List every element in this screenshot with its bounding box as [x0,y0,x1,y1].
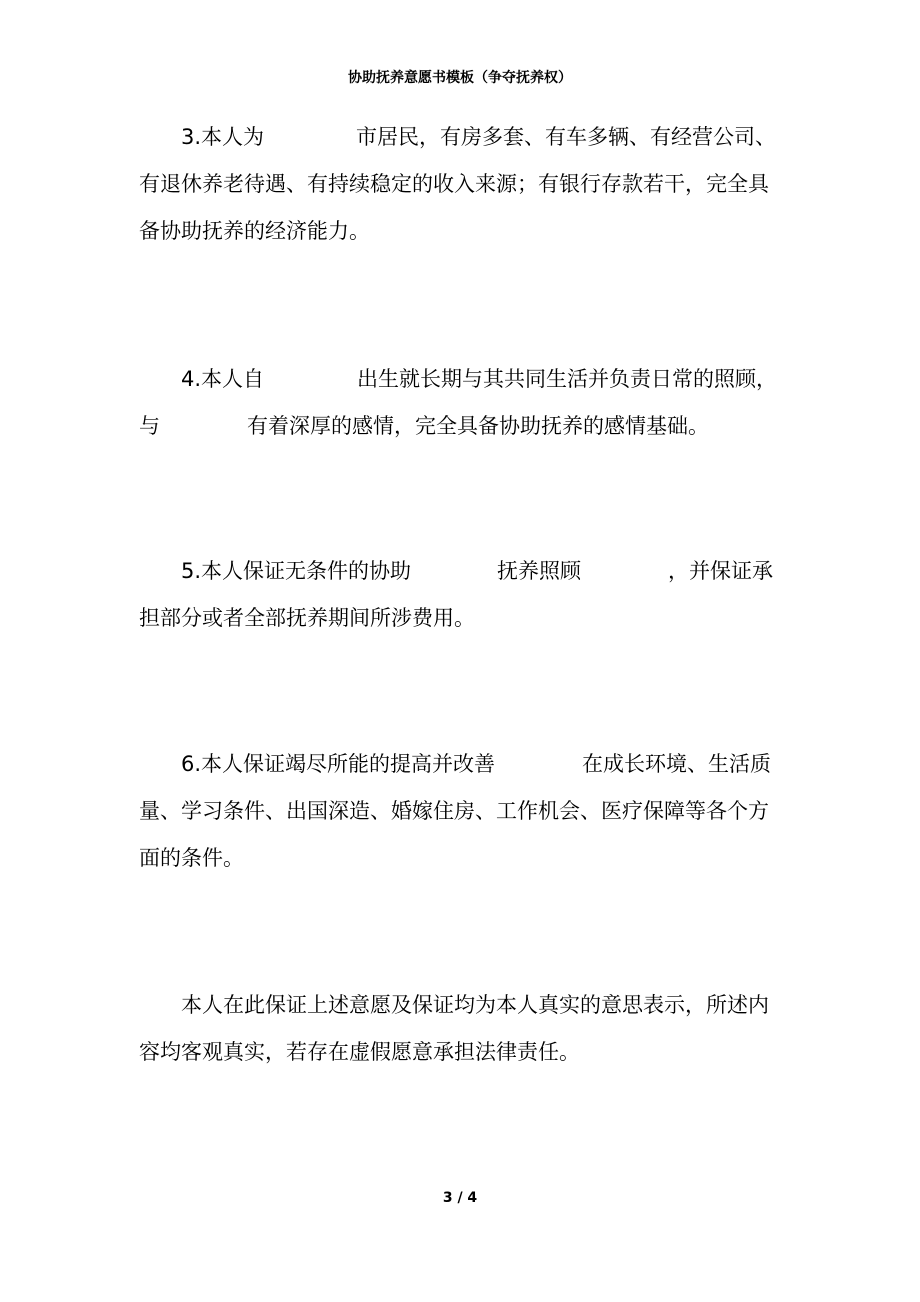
paragraph-4-text-b: 出生就长期与其共同生活并负责日常的照顾， [357,367,778,391]
closing-statement-text-a: 本人在此保证上述意愿及保证均为本人真实的意思表示，所述内 [181,993,769,1017]
paragraph-5-text-a: 5.本人保证无条件的协助 [181,559,412,583]
paragraph-4-line-2 [139,403,799,450]
paragraph-6-line-1 [139,741,799,788]
paragraph-4-text-c: 与 [139,414,160,438]
page-number: 3 / 4 [442,1190,478,1206]
paragraph-5-text-b: 抚养照顾 [497,559,582,583]
paragraph-3-line-1 [139,114,799,161]
paragraph-4-text-d: 有着深厚的感情，完全具备协助抚养的感情基础。 [247,414,709,438]
paragraph-5-line-2: 担部分或者全部抚养期间所涉费用。 [139,606,475,630]
paragraph-3 [139,114,799,255]
paragraph-4-text-a: 4.本人自 [181,367,265,391]
closing-statement-line-1 [139,982,799,1029]
paragraph-5-line-1 [139,548,799,595]
paragraph-6-line-3: 面的条件。 [139,846,244,870]
paragraph-3-text-b: 市居民，有房多套、有车多辆、有经营公司、 [356,125,777,149]
paragraph-3-text-a: 3.本人为 [181,125,265,149]
paragraph-4 [139,356,799,450]
paragraph-6-text-a: 6.本人保证竭尽所能的提高并改善 [181,752,496,776]
paragraph-6 [139,741,799,882]
paragraph-3-line-2: 有退休养老待遇、有持续稳定的收入来源；有银行存款若干，完全具 [139,172,769,196]
paragraph-3-line-3: 备协助抚养的经济能力。 [139,219,370,243]
paragraph-5 [139,548,799,642]
paragraph-4-line-1 [139,356,799,403]
document-header-title: 协助抚养意愿书模板（争夺抚养权） [348,70,572,86]
closing-statement [139,982,799,1076]
paragraph-5-text-c: ，并保证承 [668,559,774,583]
closing-statement-line-2: 容均客观真实，若存在虚假愿意承担法律责任。 [139,1040,580,1064]
paragraph-6-line-2: 量、学习条件、出国深造、婚嫁住房、工作机会、医疗保障等各个方 [139,799,769,823]
paragraph-6-text-b: 在成长环境、生活质 [582,752,772,776]
